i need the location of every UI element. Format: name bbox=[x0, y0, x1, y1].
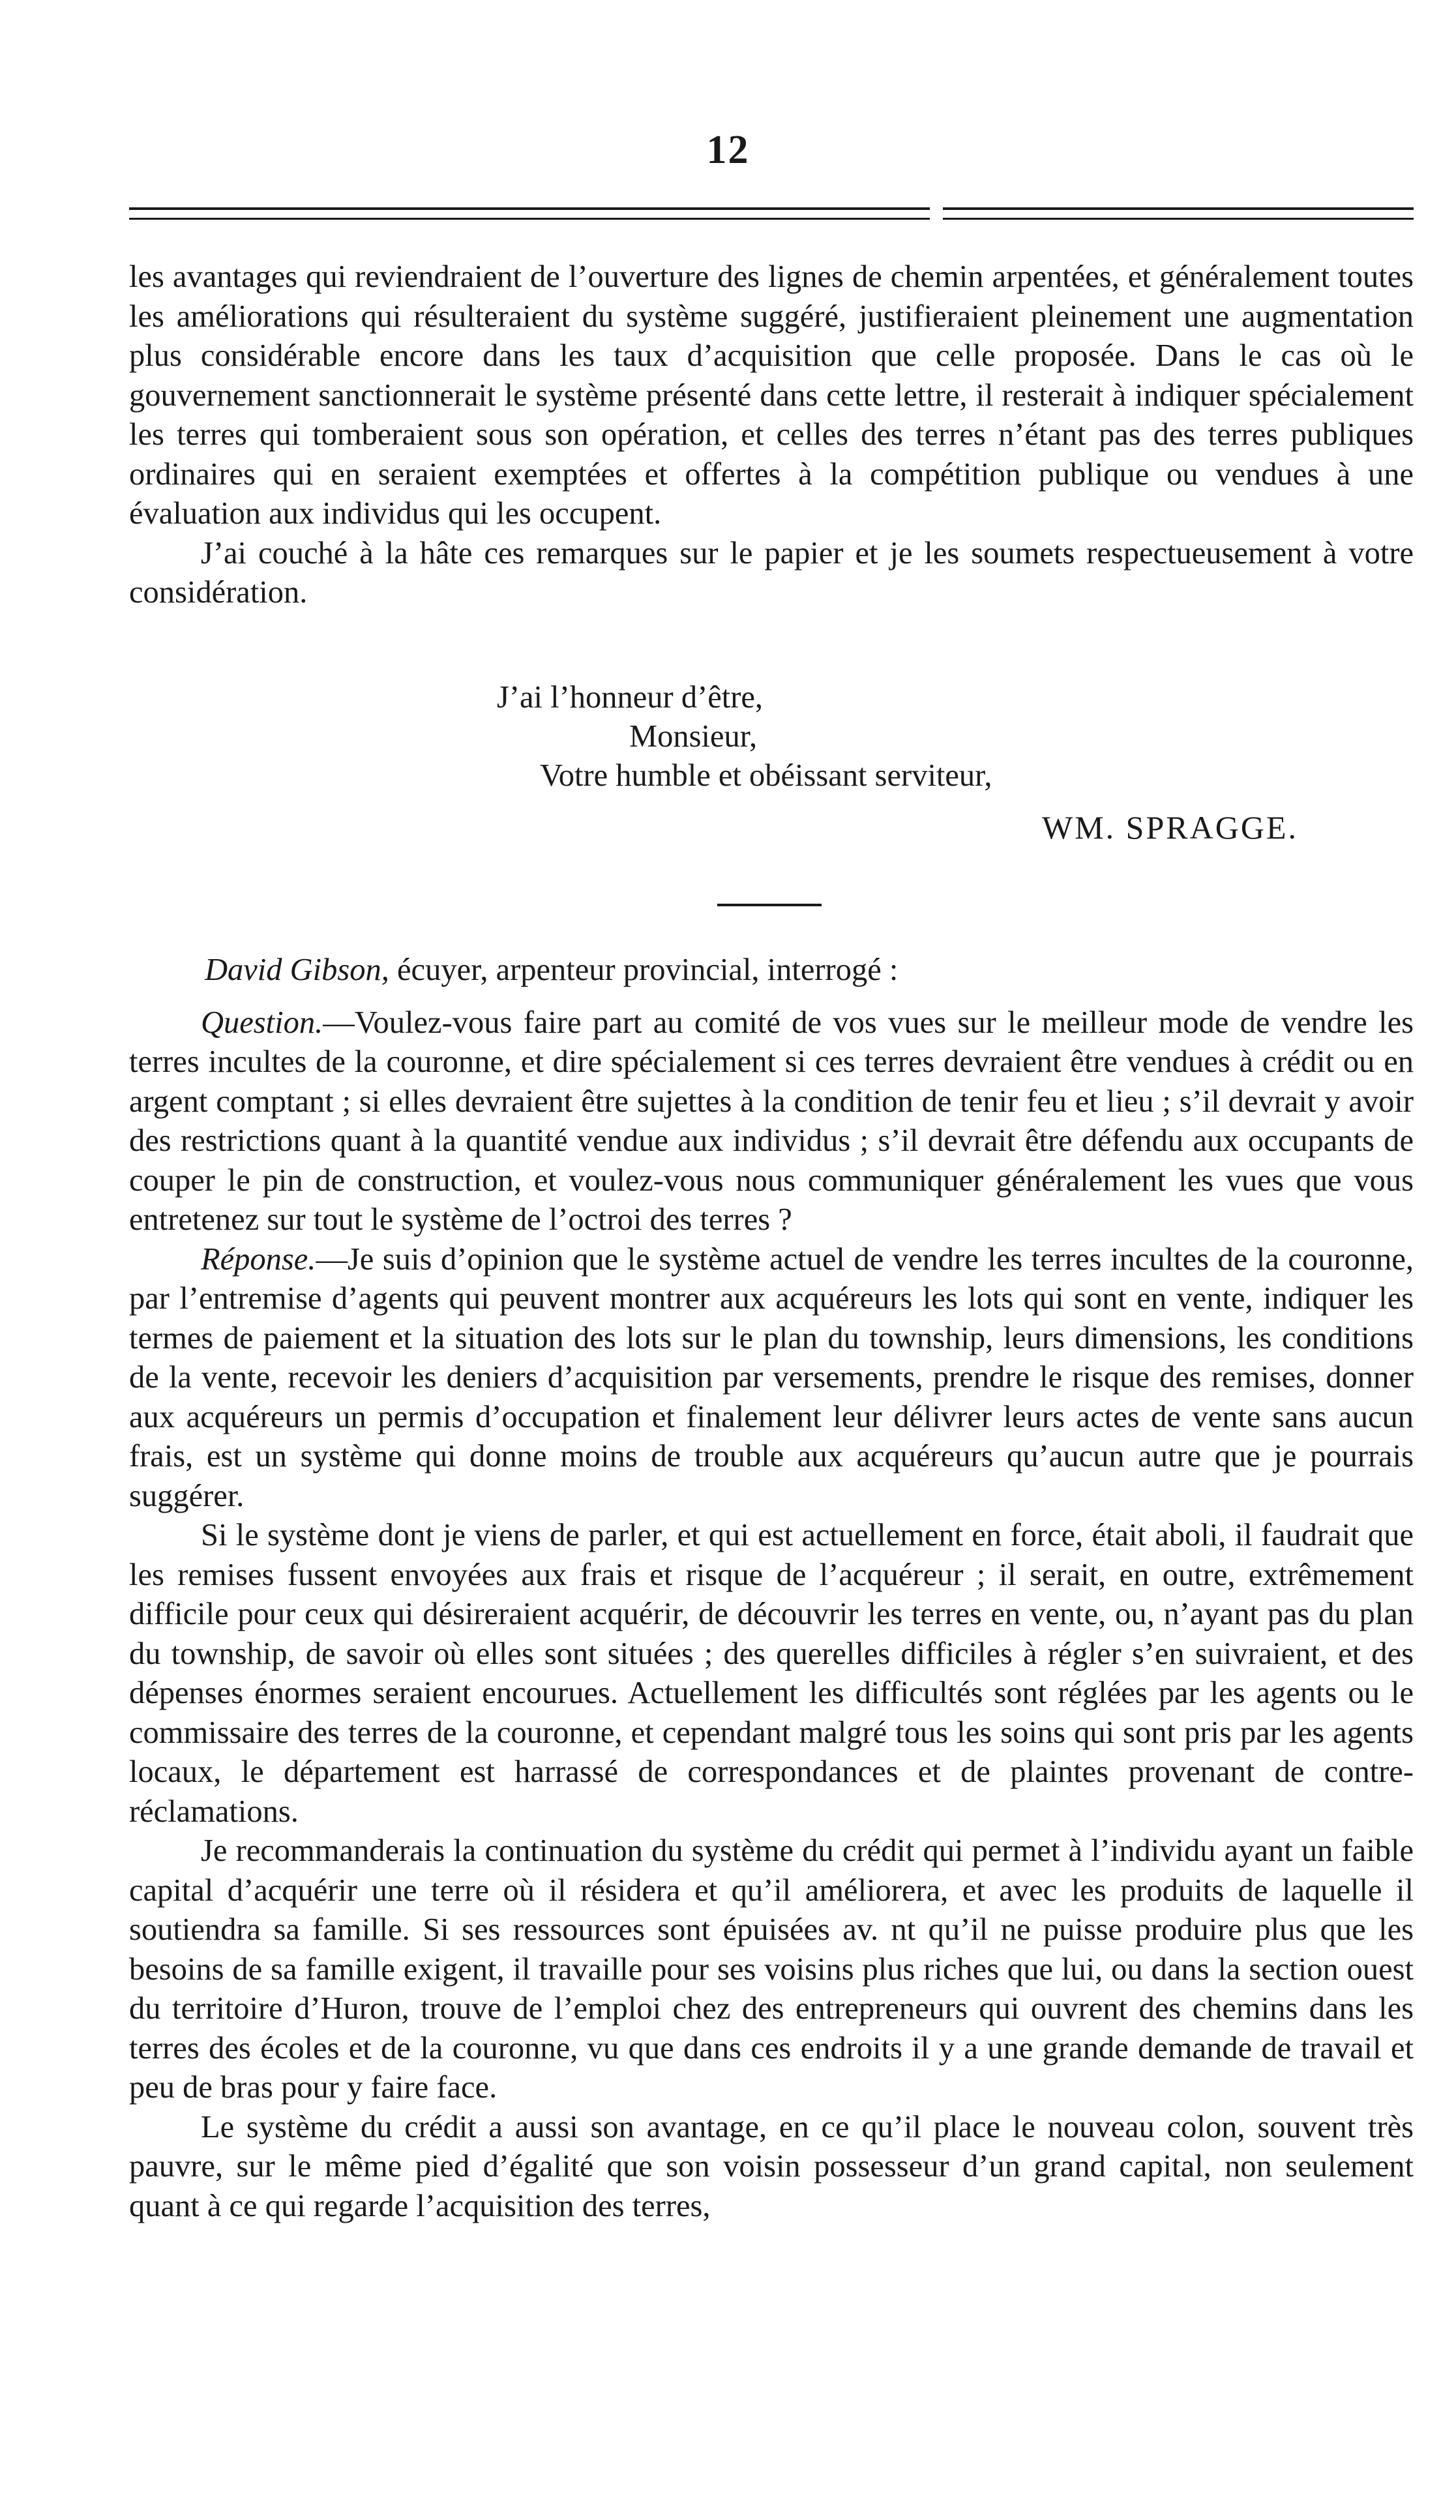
question-label: Question. bbox=[201, 1005, 323, 1040]
section-divider bbox=[717, 904, 822, 906]
question-paragraph bbox=[129, 1003, 1414, 1240]
answer-text: —Je suis d’opinion que le système actuel de vendre les terres incultes de la couronne, par l’entremise d’agents qui peuvent montrer aux acquéreurs les lots qui sont en vente, indiquer les termes de paiement et la situation des lots sur le plan du township, leurs dimensions, les conditions de la vente, recevoir les deniers d’acquisition par versements, prendre le risque des remises, donner aux acquéreurs un permis d’occupation et finalement leur délivrer leurs actes de vente sans aucun frais, est un système qui donne moins de trouble aux acquéreurs qu’aucun autre que je pourrais suggérer. bbox=[129, 1241, 1414, 1513]
witness-name: David Gibson, bbox=[205, 953, 389, 987]
letter-signature: WM. SPRAGGE. bbox=[1042, 809, 1298, 846]
letter-closing-line-2: Monsieur, bbox=[629, 719, 758, 754]
answer-paragraph bbox=[129, 1240, 1414, 1517]
question-text: —Voulez-vous faire part au comité de vos vues sur le meilleur mode de vendre les terres incultes de la couronne, et dire spécialement si ces terres devraient être vendues à crédit ou en argent comptant ; si elles devraient être sujettes à la condition de tenir feu et lieu ; s’il devrait y avoir des restrictions quant à la quantité vendue aux individus ; s’il devrait être défendu aux occupants de couper le pin de construction, et voulez-vous nous communiquer généralement les vues que vous entretenez sur tout le système de l’octroi des terres ? bbox=[129, 1005, 1414, 1237]
letter-closing-line-3: Votre humble et obéissant serviteur, bbox=[540, 758, 992, 793]
letter-closing-line-1: J’ai l’honneur d’être, bbox=[497, 680, 764, 715]
answer-label: Réponse. bbox=[201, 1241, 316, 1277]
header-rule-left bbox=[129, 207, 930, 220]
letter-paragraph-1: les avantages qui reviendraient de l’ouverture des lignes de chemin arpentées, et généralement toutes les améliorations qui résulteraient du système suggéré, justifieraient pleinement une augmentation plus considérable encore dans les taux d’acquisition que celle proposée. Dans le cas où le gouvernement sanctionnerait le système présenté dans cette lettre, il resterait à indiquer spécialement les terres qui tomberaient sous son opération, et celles des terres n’étant pas des terres publiques ordinaires qui en seraient exemptées et offertes à la compétition publique ou vendues à une évaluation aux individus qui les occupent. bbox=[129, 259, 1414, 531]
header-rule-right bbox=[943, 207, 1414, 220]
testimony-paragraph-5: Le système du crédit a aussi son avantage, en ce qu’il place le nouveau colon, souvent très pauvre, sur le même pied d’égalité que son voisin possesseur d’un grand capital, non seulement quant à ce qui regarde l’acquisition des terres, bbox=[129, 2109, 1414, 2223]
letter-body bbox=[129, 258, 1414, 613]
testimony-paragraph-4: Je recommanderais la continuation du système du crédit qui permet à l’individu ayant un faible capital d’acquérir une terre où il résidera et qu’il améliorera, et avec les produits de laquelle il soutiendra sa famille. Si ses ressources sont épuisées av. nt qu’il ne puisse produire plus que les besoins de sa famille exigent, il travaille pour ses voisins plus riches que lui, ou dans la section ouest du territoire d’Huron, trouve de l’emploi chez des entrepreneurs qui ouvrent des chemins dans les terres des écoles et de la couronne, vu que dans ces endroits il y a une grande demande de travail et peu de bras pour y faire face. bbox=[129, 1833, 1414, 2105]
witness-intro bbox=[129, 951, 1414, 990]
testimony-paragraph-3: Si le système dont je viens de parler, et qui est actuellement en force, était aboli, il faudrait que les remises fussent envoyées aux frais et risque de l’acquéreur ; il serait, en outre, extrêmement difficile pour ceux qui désireraient acquérir, de découvrir les terres en vente, ou, n’ayant pas du plan du township, de savoir où elles sont situées ; des querelles difficiles à régler s’en suivraient, et des dépenses énormes seraient encourues. Actuellement les difficultés sont réglées par les agents ou le commissaire des terres de la couronne, et cependant malgré tous les soins qui sont pris par les agents locaux, le département est harrassé de correspondances et de plaintes provenant de contre-réclamations. bbox=[129, 1518, 1414, 1829]
letter-paragraph-2: J’ai couché à la hâte ces remarques sur le papier et je les soumets respectueusement à votre considération. bbox=[129, 535, 1414, 610]
page-number: 12 bbox=[706, 128, 750, 172]
testimony-body bbox=[129, 951, 1414, 2226]
witness-description: écuyer, arpenteur provincial, interrogé : bbox=[389, 953, 899, 987]
